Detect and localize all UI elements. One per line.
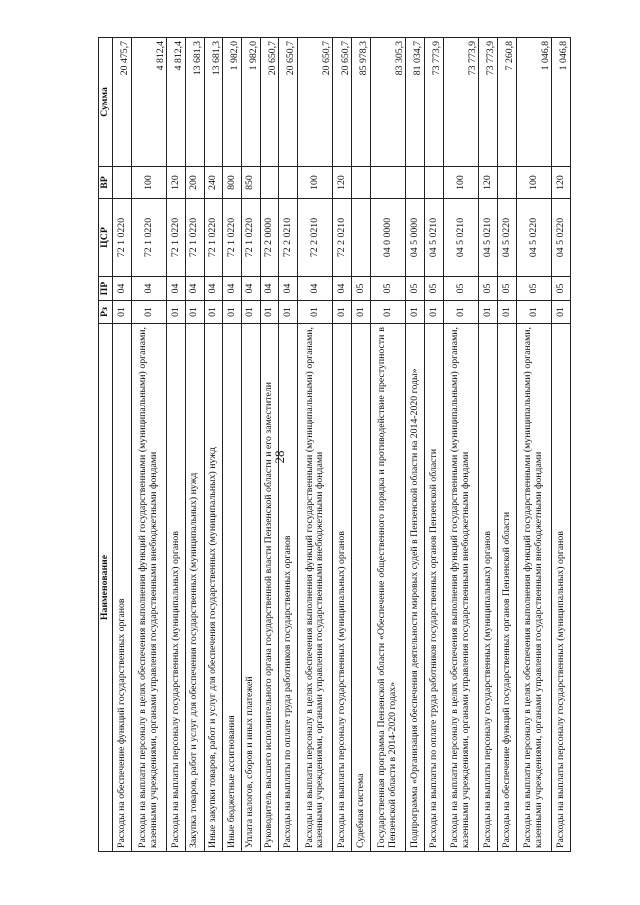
cell-pr: 05: [516, 277, 552, 301]
cell-rz: 01: [552, 301, 571, 324]
cell-name: Расходы на выплаты по оплате труда работников государственных органов: [279, 324, 298, 852]
cell-rz: 01: [204, 301, 223, 324]
cell-name: Расходы на выплаты персоналу в целях обеспечения выполнения функций государственными (муниципальными) органами, казенными учреждениями, органами управления государственными внебюджетными фондами: [297, 324, 333, 852]
cell-sum: 20 650,7: [260, 38, 279, 167]
cell-csr: 04 5 0210: [425, 199, 444, 277]
cell-name: Подпрограмма «Организация обеспечения деятельности мировых судей в Пензенской области на 2014-2020 годы»: [406, 324, 425, 852]
table-row: [185, 38, 204, 852]
table-row: [260, 38, 279, 852]
table-row: [352, 38, 371, 852]
cell-sum: 20 650,7: [297, 38, 333, 167]
table-row: [131, 38, 167, 852]
cell-name: Расходы на выплаты по оплате труда работников государственных органов Пензенской области: [425, 324, 444, 852]
cell-pr: 04: [185, 277, 204, 301]
cell-name: Расходы на выплаты персоналу государственных (муниципальных) органов: [167, 324, 186, 852]
column-header-pr: ПР: [99, 277, 113, 301]
cell-name: Расходы на выплаты персоналу государственных (муниципальных) органов: [552, 324, 571, 852]
cell-sum: 1 982,0: [241, 38, 260, 167]
column-header-name: Наименование: [99, 324, 113, 852]
table-row: [443, 38, 479, 852]
cell-csr: 72 2 0210: [333, 199, 352, 277]
cell-sum: 85 978,3: [352, 38, 371, 167]
cell-csr: 72 2 0210: [279, 199, 298, 277]
cell-sum: 4 812,4: [167, 38, 186, 167]
cell-pr: 04: [333, 277, 352, 301]
cell-sum: 4 812,4: [131, 38, 167, 167]
cell-name: Государственная программа Пензенской области «Обеспечение общественного порядка и противодействие преступности в Пензенской области в 2014-2020 годах»: [370, 324, 406, 852]
cell-sum: 7 260,8: [498, 38, 517, 167]
table-row: [498, 38, 517, 852]
cell-rz: 01: [516, 301, 552, 324]
column-header-sum: Сумма: [99, 38, 113, 167]
cell-name: Расходы на выплаты персоналу в целях обеспечения выполнения функций государственными (муниципальными) органами, казенными учреждениями, органами управления государственными внебюджетными фондами: [516, 324, 552, 852]
cell-vr: 100: [516, 167, 552, 199]
cell-csr: [352, 199, 371, 277]
cell-sum: 20 650,7: [333, 38, 352, 167]
cell-vr: [352, 167, 371, 199]
cell-pr: 05: [406, 277, 425, 301]
cell-name: Расходы на выплаты персоналу в целях обеспечения выполнения функций государственными (муниципальными) органами, казенными учреждениями, органами управления государственными внебюджетными фондами: [443, 324, 479, 852]
table-body: [113, 38, 571, 852]
cell-name: Расходы на обеспечение функций государственных органов: [113, 324, 132, 852]
cell-csr: 72 2 0210: [297, 199, 333, 277]
cell-csr: 04 5 0210: [443, 199, 479, 277]
cell-vr: 120: [333, 167, 352, 199]
cell-csr: 72 1 0220: [204, 199, 223, 277]
cell-pr: 05: [443, 277, 479, 301]
cell-csr: 04 5 0000: [406, 199, 425, 277]
cell-rz: 01: [131, 301, 167, 324]
cell-pr: 05: [498, 277, 517, 301]
cell-name: Иные бюджетные ассигнования: [223, 324, 242, 852]
table-header-row: [99, 38, 113, 852]
cell-rz: 01: [167, 301, 186, 324]
cell-name: Расходы на выплаты персоналу в целях обеспечения выполнения функций государственными (муниципальными) органами, казенными учреждениями, органами управления государственными внебюджетными фондами: [131, 324, 167, 852]
cell-sum: 13 681,3: [204, 38, 223, 167]
cell-rz: 01: [443, 301, 479, 324]
cell-rz: 01: [498, 301, 517, 324]
cell-sum: 73 773,9: [443, 38, 479, 167]
cell-pr: 04: [204, 277, 223, 301]
cell-rz: 01: [406, 301, 425, 324]
cell-rz: 01: [260, 301, 279, 324]
table-row: [297, 38, 333, 852]
cell-pr: 04: [131, 277, 167, 301]
column-header-rz: Рз: [99, 301, 113, 324]
cell-name: Уплата налогов, сборов и иных платежей: [241, 324, 260, 852]
cell-name: Иные закупки товаров, работ и услуг для обеспечения государственных (муниципальных) нужд: [204, 324, 223, 852]
cell-vr: [498, 167, 517, 199]
cell-pr: 04: [223, 277, 242, 301]
cell-pr: 05: [479, 277, 498, 301]
cell-name: Закупка товаров, работ и услуг для обеспечения государственных (муниципальных) нужд: [185, 324, 204, 852]
cell-rz: 01: [352, 301, 371, 324]
cell-rz: 01: [297, 301, 333, 324]
cell-csr: 72 1 0220: [167, 199, 186, 277]
cell-vr: 100: [443, 167, 479, 199]
cell-pr: 05: [370, 277, 406, 301]
cell-csr: 04 5 0220: [498, 199, 517, 277]
cell-vr: [370, 167, 406, 199]
cell-rz: 01: [185, 301, 204, 324]
cell-vr: [113, 167, 132, 199]
cell-sum: 1 046,8: [516, 38, 552, 167]
cell-csr: 72 1 0220: [185, 199, 204, 277]
cell-csr: 72 1 0220: [113, 199, 132, 277]
table-row: [406, 38, 425, 852]
cell-rz: 01: [279, 301, 298, 324]
table-row: [425, 38, 444, 852]
cell-name: Руководитель высшего исполнительного органа государственной власти Пензенской области и его заместители: [260, 324, 279, 852]
column-header-csr: ЦСР: [99, 199, 113, 277]
table-row: [333, 38, 352, 852]
cell-rz: 01: [223, 301, 242, 324]
table-row: [370, 38, 406, 852]
cell-sum: 20 475,7: [113, 38, 132, 167]
cell-sum: 81 034,7: [406, 38, 425, 167]
cell-csr: 04 5 0210: [479, 199, 498, 277]
table-row: [241, 38, 260, 852]
cell-sum: 83 305,3: [370, 38, 406, 167]
table-row: [479, 38, 498, 852]
cell-vr: 800: [223, 167, 242, 199]
cell-pr: 04: [279, 277, 298, 301]
cell-sum: 13 681,3: [185, 38, 204, 167]
page-number: 28: [272, 450, 287, 464]
cell-vr: [406, 167, 425, 199]
cell-rz: 01: [113, 301, 132, 324]
cell-pr: 05: [425, 277, 444, 301]
cell-pr: 04: [260, 277, 279, 301]
table-row: [223, 38, 242, 852]
cell-pr: 04: [113, 277, 132, 301]
cell-sum: 73 773,9: [425, 38, 444, 167]
cell-vr: [425, 167, 444, 199]
table-row: [113, 38, 132, 852]
table-row: [516, 38, 552, 852]
table-row: [279, 38, 298, 852]
cell-pr: 05: [552, 277, 571, 301]
cell-pr: 04: [167, 277, 186, 301]
cell-name: Расходы на обеспечение функций государственных органов Пензенской области: [498, 324, 517, 852]
cell-name: Расходы на выплаты персоналу государственных (муниципальных) органов: [479, 324, 498, 852]
cell-rz: 01: [370, 301, 406, 324]
table-row: [167, 38, 186, 852]
cell-vr: 120: [479, 167, 498, 199]
cell-vr: [260, 167, 279, 199]
cell-vr: 240: [204, 167, 223, 199]
cell-csr: 04 5 0220: [552, 199, 571, 277]
cell-vr: 200: [185, 167, 204, 199]
cell-vr: 120: [552, 167, 571, 199]
budget-table-rotated: [98, 38, 571, 852]
cell-vr: 120: [167, 167, 186, 199]
cell-sum: 20 650,7: [279, 38, 298, 167]
cell-rz: 01: [425, 301, 444, 324]
cell-pr: 04: [241, 277, 260, 301]
cell-pr: 05: [352, 277, 371, 301]
column-header-vr: ВР: [99, 167, 113, 199]
cell-vr: 100: [297, 167, 333, 199]
cell-name: Расходы на выплаты персоналу государственных (муниципальных) органов: [333, 324, 352, 852]
table-row: [204, 38, 223, 852]
cell-sum: 1 046,8: [552, 38, 571, 167]
cell-name: Судебная система: [352, 324, 371, 852]
budget-table: [98, 37, 571, 852]
cell-pr: 04: [297, 277, 333, 301]
cell-csr: 72 2 0000: [260, 199, 279, 277]
cell-csr: 72 1 0220: [223, 199, 242, 277]
cell-csr: 04 5 0220: [516, 199, 552, 277]
cell-csr: 72 1 0220: [241, 199, 260, 277]
cell-rz: 01: [241, 301, 260, 324]
cell-rz: 01: [333, 301, 352, 324]
cell-vr: 100: [131, 167, 167, 199]
cell-vr: [279, 167, 298, 199]
cell-sum: 73 773,9: [479, 38, 498, 167]
cell-rz: 01: [479, 301, 498, 324]
cell-vr: 850: [241, 167, 260, 199]
table-row: [552, 38, 571, 852]
cell-sum: 1 982,0: [223, 38, 242, 167]
cell-csr: 04 0 0000: [370, 199, 406, 277]
cell-csr: 72 1 0220: [131, 199, 167, 277]
